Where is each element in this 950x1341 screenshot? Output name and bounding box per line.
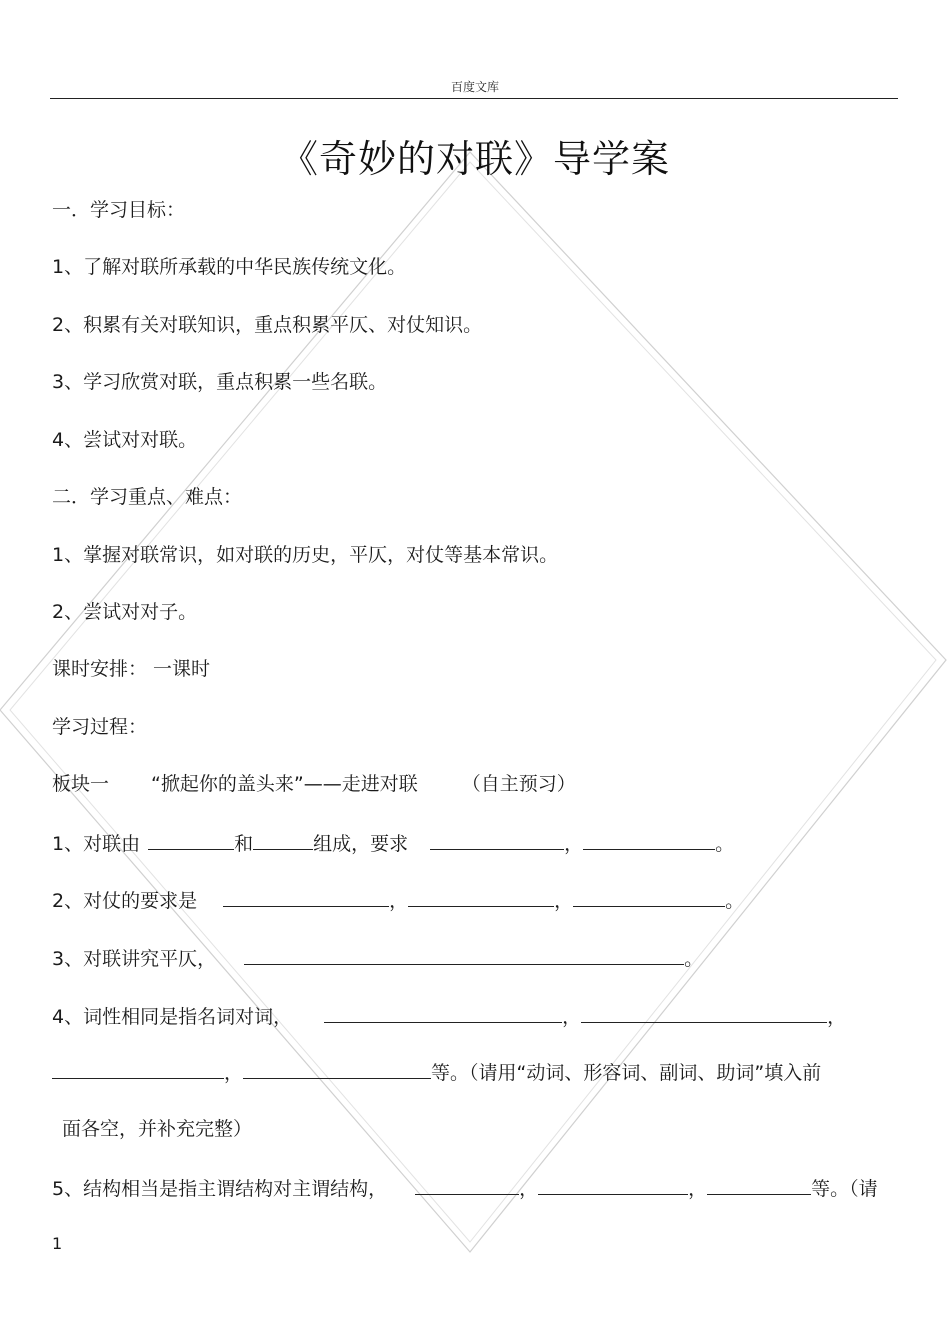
exercise-q5: 5、结构相当是指主谓结构对主谓结构， ， ， 等。（请: [52, 1178, 878, 1200]
header-divider: [50, 98, 898, 99]
goals-heading: 一．学习目标：: [52, 199, 186, 221]
block1-note: （自主预习）: [461, 773, 576, 795]
block1-line: [52, 772, 576, 796]
fill-blank[interactable]: [581, 1004, 827, 1023]
fill-blank[interactable]: [538, 1176, 688, 1195]
page-number: 1: [52, 1234, 63, 1253]
fill-blank[interactable]: [583, 831, 715, 850]
key-point-item: 2、尝试对对子。: [52, 601, 198, 623]
goal-item: 3、学习欣赏对联，重点积累一些名联。: [52, 371, 388, 393]
fill-blank[interactable]: [408, 888, 554, 907]
exercise-q3: 3、对联讲究平仄， 。: [52, 948, 704, 970]
fill-blank[interactable]: [430, 831, 564, 850]
exercise-q4-continued: ， 等。（请用“动词、形容词、副词、助词”填入前: [52, 1060, 821, 1085]
block1-label: 板块一: [52, 773, 110, 795]
schedule-text: 课时安排： 一课时: [52, 658, 211, 680]
fill-blank[interactable]: [415, 1176, 519, 1195]
block1-quote: “掀起你的盖头来”——走进对联: [151, 773, 418, 795]
goal-item: 2、积累有关对联知识，重点积累平仄、对仗知识。: [52, 314, 483, 336]
process-heading: 学习过程：: [52, 716, 148, 738]
page-title: 《奇妙的对联》导学案: [279, 137, 670, 181]
fill-blank[interactable]: [223, 888, 389, 907]
header-site-name: 百度文库: [450, 80, 499, 94]
fill-blank[interactable]: [573, 888, 725, 907]
key-point-item: 1、掌握对联常识，如对联的历史，平仄，对仗等基本常识。: [52, 544, 559, 566]
fill-blank[interactable]: [148, 831, 234, 850]
key-points-heading: 二．学习重点、难点：: [52, 486, 243, 508]
exercise-q4-instruction: 面各空，并补充完整）: [62, 1118, 253, 1140]
goal-item: 4、尝试对对联。: [52, 429, 198, 451]
fill-blank[interactable]: [324, 1004, 562, 1023]
exercise-q1: 1、对联由 和 组成，要求 ， 。: [52, 833, 735, 855]
goal-item: 1、了解对联所承载的中华民族传统文化。: [52, 256, 407, 278]
fill-blank[interactable]: [52, 1060, 224, 1079]
fill-blank[interactable]: [243, 1060, 431, 1079]
exercise-q2: 2、对仗的要求是 ， ， 。: [52, 890, 745, 912]
fill-blank[interactable]: [707, 1176, 811, 1195]
fill-blank[interactable]: [244, 946, 684, 965]
exercise-q4: 4、词性相同是指名词对词， ， ，: [52, 1006, 847, 1028]
fill-blank[interactable]: [253, 831, 313, 850]
